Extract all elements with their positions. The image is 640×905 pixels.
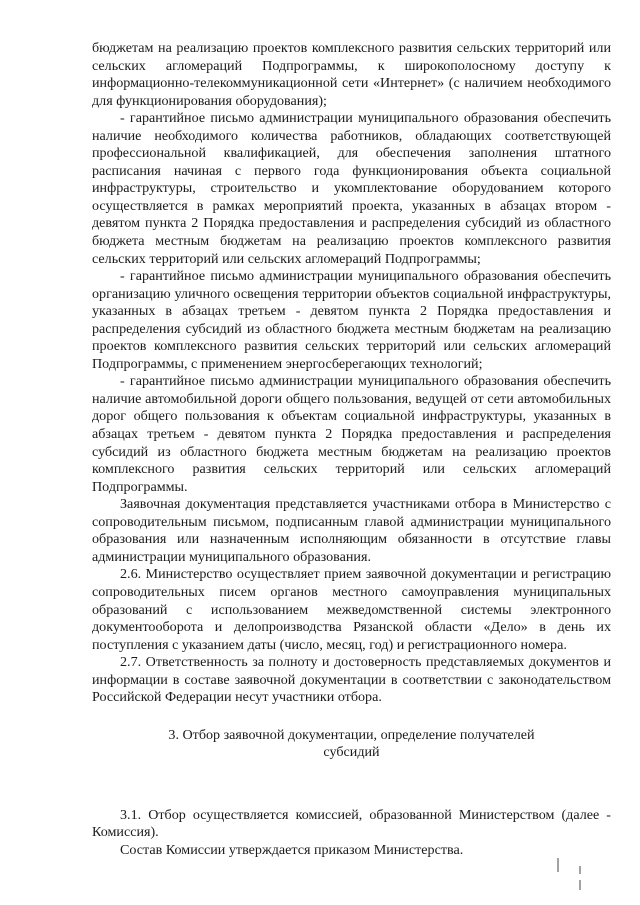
paragraph-application-docs: Заявочная документация представляется участниками отбора в Министерство с сопроводительным письмом, подписанным главой администрации муниципального образования или назначенным исполняющим обязанности в отсутствие главы администрации муниципального образования.: [92, 496, 611, 565]
paragraph-commission-composition: Состав Комиссии утверждается приказом Министерства.: [120, 841, 464, 858]
paragraph-2-6: 2.6. Министерство осуществляет прием заявочной документации и регистрацию сопроводительных писем органов местного самоуправления муниципальных образований с использованием межведомственной системы электронного документооборота и делопроизводства Рязанской области «Дело» в день их поступления с указанием даты (число, месяц, год) и регистрационного номера.: [92, 566, 611, 653]
paragraph-staff-letter: - гарантийное письмо администрации муниципального образования обеспечить наличие необходимого количества работников, обладающих соответствующей профессиональной квалификацией, для обеспечения заполнения штатного расписания начиная с первого года функционирования объекта социальной инфраструктуры, строительство и укомплектование оборудованием которого осуществляется в рамках мероприятий проекта, указанных в абзацах втором - девятом пункта 2 Порядка предоставления и распределения субсидий из областного бюджета местным бюджетам на реализацию проектов комплексного развития сельских территорий или сельских агломераций Подпрограммы;: [92, 110, 611, 267]
section-heading-line1: 3. Отбор заявочной документации, определение получателей: [168, 726, 535, 743]
paragraph-2-7: 2.7. Ответственность за полноту и достоверность представляемых документов и информации в составе заявочной документации в соответствии с законодательством Российской Федерации несут участники отбора.: [92, 654, 611, 706]
section-heading: [92, 727, 611, 762]
section-heading-line2: субсидий: [323, 744, 380, 761]
paragraph-lighting-letter: - гарантийное письмо администрации муниципального образования обеспечить организацию уличного освещения территории объектов социальной инфраструктуры, указанных в абзацах третьем - девятом пункта 2 Порядка предоставления и распределения субсидий из областного бюджета местным бюджетам на реализацию проектов комплексного развития сельских территорий или сельских агломераций Подпрограммы, с применением энергосберегающих технологий;: [92, 268, 611, 372]
paragraph-3-1: 3.1. Отбор осуществляется комиссией, образованной Министерством (далее - Комиссия).: [92, 806, 611, 841]
paragraph-continuation: бюджетам на реализацию проектов комплексного развития сельских территорий или сельских агломераций Подпрограммы, к широкополосному доступу к информационно-телекоммуникационной сети «Интернет» (с наличием необходимого для функционирования оборудования);: [92, 40, 611, 109]
document-body: [92, 40, 611, 859]
paragraph-road-letter: - гарантийное письмо администрации муниципального образования обеспечить наличие автомобильной дороги общего пользования, ведущей от сети автомобильных дорог общего пользования к объектам социальной инфраструктуры, указанных в абзацах третьем - девятом пункта 2 Порядка предоставления и распределения субсидий из областного бюджета местным бюджетам на реализацию проектов комплексного развития сельских территорий или сельских агломераций Подпрограммы.: [92, 373, 611, 495]
